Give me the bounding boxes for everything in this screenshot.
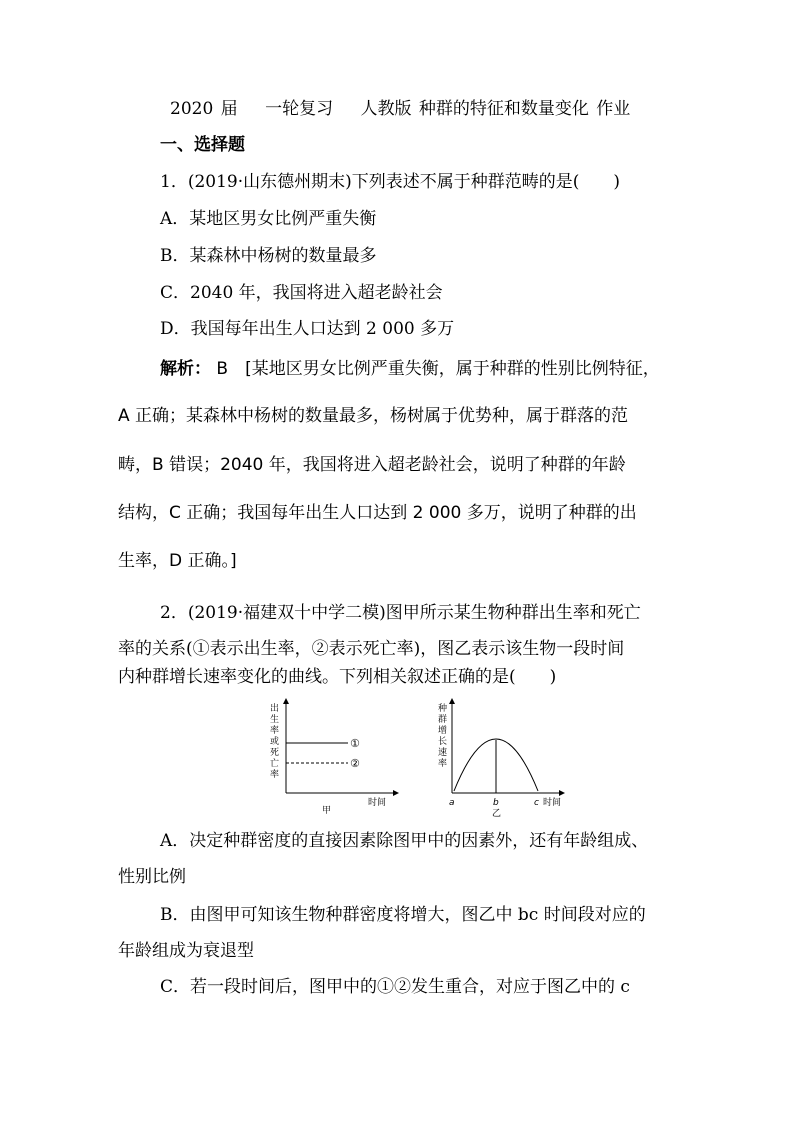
title-review: 一轮复习 (265, 99, 334, 119)
question-2-option-a-2: 性别比例 (118, 867, 186, 887)
jia-line1-label: ① (350, 737, 360, 750)
graph-jia (270, 701, 396, 816)
jia-line2-label: ② (350, 757, 360, 770)
yi-ylabel-char: 率 (438, 759, 448, 769)
question-1-option-a: A．某地区男女比例严重失衡 (160, 209, 377, 229)
question-2-option-b-2: 年龄组成为衰退型 (118, 941, 254, 961)
question-1-stem: 1．(2019·山东德州期末)下列表述不属于种群范畴的是( ) (160, 172, 621, 192)
jia-ylabel-char: 率 (270, 726, 280, 736)
section-heading: 一、选择题 (160, 135, 245, 155)
explanation-text-1: B [某地区男女比例严重失衡，属于种群的性别比例特征， (216, 359, 660, 379)
jia-ylabel-char: 出 (270, 704, 280, 714)
jia-ylabel (270, 702, 279, 780)
yi-tick-a: a (449, 798, 455, 808)
yi-xlabel: 时间 (543, 798, 562, 808)
yi-ylabel-char: 速 (438, 748, 448, 758)
graph-yi (438, 701, 562, 819)
explanation-line-1: 解析： B [某地区男女比例严重失衡，属于种群的性别比例特征， (160, 359, 660, 379)
figure-svg (262, 695, 582, 825)
yi-ylabel (438, 702, 447, 769)
question-2-stem-1: 2．(2019·福建双十中学二模)图甲所示某生物种群出生率和死亡 (160, 603, 641, 623)
jia-ylabel-char: 率 (270, 770, 280, 780)
yi-tick-b: b (493, 798, 499, 808)
yi-ylabel-char: 增 (438, 726, 448, 736)
jia-ylabel-char: 或 (270, 737, 280, 747)
question-2-option-a-1: A．决定种群密度的直接因素除图甲中的因素外，还有年龄组成、 (160, 831, 649, 851)
jia-ylabel-char: 死 (270, 748, 280, 758)
jia-ylabel-char: 生 (270, 715, 280, 725)
explanation-line-5: 生率，D 正确。] (118, 551, 237, 571)
question-1-option-c: C．2040 年，我国将进入超老龄社会 (160, 283, 443, 303)
question-2-option-c: C．若一段时间后，图甲中的①②发生重合，对应于图乙中的 c (160, 977, 630, 997)
figure (262, 695, 582, 825)
question-2-stem-3: 内种群增长速率变化的曲线。下列相关叙述正确的是( ) (118, 667, 557, 687)
title-year: 2020 届 (170, 99, 238, 119)
yi-ylabel-char: 种 (438, 704, 448, 714)
jia-ylabel-char: 亡 (270, 759, 280, 769)
yi-ylabel-char: 群 (438, 715, 448, 725)
question-1-option-b: B．某森林中杨树的数量最多 (160, 246, 377, 266)
page-title (170, 98, 650, 120)
jia-caption: 甲 (322, 806, 332, 816)
yi-tick-c: c (534, 798, 539, 808)
explanation-line-3: 畴，B 错误；2040 年，我国将进入超老龄社会，说明了种群的年龄 (118, 455, 626, 475)
jia-xlabel: 时间 (368, 798, 387, 808)
yi-caption: 乙 (492, 809, 502, 819)
explanation-line-2: A 正确；某森林中杨树的数量最多，杨树属于优势种，属于群落的范 (118, 406, 629, 426)
question-2-stem-2: 率的关系(①表示出生率，②表示死亡率)，图乙表示该生物一段时间 (118, 639, 625, 659)
explanation-line-4: 结构，C 正确；我国每年出生人口达到 2 000 多万，说明了种群的出 (118, 503, 637, 523)
explanation-label: 解析 (160, 359, 194, 379)
title-topic: 人教版 种群的特征和数量变化 作业 (360, 99, 631, 119)
question-2-option-b-1: B．由图甲可知该生物种群密度将增大，图乙中 bc 时间段对应的 (160, 905, 646, 925)
question-1-option-d: D．我国每年出生人口达到 2 000 多万 (160, 319, 455, 339)
yi-ylabel-char: 长 (438, 737, 448, 747)
